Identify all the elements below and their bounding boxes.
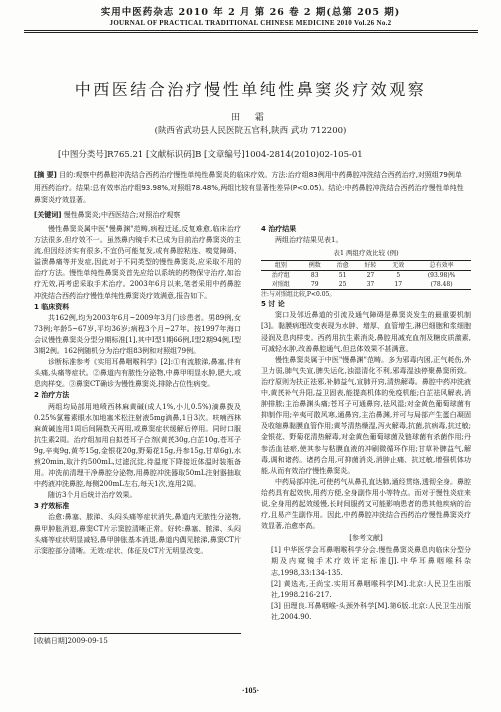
body-paragraph: 诊断标准参考《实用耳鼻咽喉科学》[2]:①有流脓涕,鼻塞,伴有头痛,头痛等症状。②鼻道内有脓性分泌物,中鼻甲明显水肿,肥大,或息肉样变。③鼻窦CT确诊为慢性鼻窦炎,排除占位性病变。 xyxy=(34,358,241,389)
table-row xyxy=(261,271,471,281)
intro-paragraph: 慢性鼻窦炎属中医"慢鼻渊"范畴,病程迁延,反复难愈,临床治疗方法很多,但疗效不一。虽然鼻内镜手术已成为目前治疗鼻窦炎的主流,但因经济实有很多,不宜仍可能复发,或有鼻腔粘连、嗅觉障碍、溢溃鼻痛等并发症,因此对于不同类型的慢性鼻窦炎,应采取不用的治疗方法。慢性单纯性鼻窦炎首先应给以系统的药物保守治疗,如治疗无效,再考虑采取手术治疗。2003年6月以来,笔者采用中药鼻腔冲洗结合西药治疗慢性单纯性鼻窦炎疗效满意,报告如下。 xyxy=(34,225,241,300)
table-cell: 对照组 xyxy=(271,281,290,289)
table-cell: 27 xyxy=(366,272,375,280)
table-cell: 37 xyxy=(366,281,375,289)
received-date: [收稿日期]2009-09-15 xyxy=(34,633,241,646)
body-paragraph: 两组均局部用地喷西林麻黄碱(成人1%,小儿0.5%)滴鼻拨及0.25%氯霉素眼水加地塞米松注射液5mg滴鼻,1日3次。呋喃西林麻黄碱连用1周后间隔数天再用,或鼻窦症状缓解后停用。同时口服抗生素2周。治疗组加用自拟苍耳子合剂(黄芪30g,白芷10g,苍耳子9g,辛夷9g,黄芩15g,金银花20g,野菊花15g,丹参15g,甘草6g),水煎20min,取汁约500mL,过滤沉淀,待温度下降接近体温时装瓶备用。冲洗前清理干净鼻腔分泌物,用鼻腔冲洗器取50mL注射器抽取中药液冲洗鼻腔,每侧200mL左右,每天1次,连用2周。 xyxy=(34,402,241,489)
body-paragraph: 治愈:鼻塞、脓涕、头闷头痛等症状消失,鼻道内无脓性分泌物,鼻甲肿胀消退,鼻窦CT片示窦腔清晰正常。好转:鼻塞、脓涕、头闷头痛等症状明显减轻,鼻甲肿胀基本消退,鼻道内偶见脓涕,鼻窦CT片示窦腔部分清晰。无效:症状、体征及CT片无明显改变。 xyxy=(34,513,241,555)
table-row xyxy=(261,280,471,290)
body-paragraph: 窦口及邻近鼻道的引流及通气障碍是鼻窦炎发生的最重要机制[3]。黏膜病理改变表现为水肿、增厚、血管增生,淋巴细胞和浆细胞浸润及息肉样变。西药用抗生素消炎,鼻腔用减充血剂及糖皮质激素,可减轻水肿,改善鼻腔通气,但总体效果不甚满意。 xyxy=(261,311,471,353)
table-header-cell: 总有效率 xyxy=(429,262,454,270)
table-cell: 5 xyxy=(396,272,401,280)
keywords-text: 慢性鼻窦炎;中西医结合;对照治疗观察 xyxy=(63,211,181,219)
references-title: [参考文献] xyxy=(349,534,383,543)
table-cell: 51 xyxy=(338,272,347,280)
article-title: 中西医结合治疗慢性单纯性鼻窦炎疗效观察 xyxy=(74,80,427,99)
journal-header-cn: 实用中医药杂志 2010 年 2 月 第 26 卷 2 期(总第 205 期) xyxy=(100,7,401,18)
section-heading-3: 3 疗效标准 xyxy=(34,502,70,511)
running-header xyxy=(0,4,501,27)
body-paragraph: 随访3个月后统计治疗效果。 xyxy=(48,491,137,500)
section-heading-1: 1 临床资料 xyxy=(34,302,70,311)
table-header-cell: 例数 xyxy=(308,262,321,270)
results-table xyxy=(261,260,471,290)
keywords xyxy=(34,209,466,221)
section-heading-5: 5 讨 论 xyxy=(261,300,285,309)
header-rule-thin xyxy=(24,32,478,33)
section-heading-4: 4 治疗结果 xyxy=(261,225,297,233)
table-header-cell: 无效 xyxy=(392,262,405,270)
abstract-label: [摘 要] xyxy=(34,171,57,179)
table-header-cell: 组别 xyxy=(274,262,287,270)
classification-line: [中图分类号]R765.21 [文献标识码]B [文章编号]1004-2814(2010)02-105-01 xyxy=(58,150,363,160)
table-cell: 83 xyxy=(310,272,319,280)
table-header-cell: 治愈 xyxy=(336,262,349,270)
table-note: 注:与对照组比较,P<0.05。 xyxy=(261,291,336,299)
references xyxy=(261,533,471,623)
body-paragraph: 共162例,均为2003年6月~2009年3月门诊患者。男89例,女73例;年龄5~67岁,平均36岁;病程3个月~27年。按1997年海口会议慢性鼻窦炎分型分期标准[1],其中Ⅰ型1期66例,Ⅰ型2期94例,Ⅰ型3期2例。162例随机分为治疗组83例和对照组79例。 xyxy=(34,313,241,356)
reference-item: [1] 中华医学会耳鼻咽喉科学分会.慢性鼻窦炎鼻息肉临床分型分期及内窥镜手术疗效评定标准[J].中华耳鼻咽喉科杂志,1998,33:134-135. xyxy=(271,546,471,577)
table-header-row xyxy=(261,261,471,271)
table-cell: 治疗组 xyxy=(271,272,290,280)
affiliation: (陕西省武功县人民医院五官科,陕西 武功 712200) xyxy=(154,126,347,136)
body-paragraph: 两组治疗结果见表1。 xyxy=(275,236,343,245)
body-paragraph: 中药局部冲洗,可使药气从鼻孔直达肺,通经贯络,透彻全身。鼻腔给药具有起效快,用药方便,全身副作用小等特点。而对于慢性炎症来说,全身用药起效缓慢,长时间服药又可能影响患者的患其他疾病的治疗,且易产生副作用。因此,中药鼻腔冲洗结合西药治疗慢性鼻窦炎疗效显著,治愈率高。 xyxy=(261,477,471,531)
header-rule-thick xyxy=(24,30,478,31)
table-cell: 79 xyxy=(310,281,319,289)
journal-header-en: JOURNAL OF PRACTICAL TRADITIONAL CHINESE MEDICINE 2010 Vol.26 No.2 xyxy=(109,19,392,27)
section-heading-2: 2 治疗方法 xyxy=(34,391,70,400)
reference-item: [3] 田理良.耳鼻咽喉-头颈外科学[M].第6版.北京:人民卫生出版社,2004.90. xyxy=(271,601,471,621)
keywords-label: [关键词] xyxy=(34,211,62,219)
table-cell: (78.48) xyxy=(430,281,453,289)
abstract-text: 目的:观察中药鼻腔冲洗结合西药治疗慢性单纯性鼻窦炎的临床疗效。方法:治疗组83例用中药鼻腔冲洗结合西药治疗,对照组79例单用西药治疗。结果:总有效率治疗组93.98%,对照组78.48%,两组比较有显著性差异(P<0.05)。结论:中药鼻腔冲洗结合西药治疗慢性单纯性鼻窦炎疗效显著。 xyxy=(34,171,464,204)
reference-item: [2] 黄选兆,王尚宝.实用耳鼻咽喉科学[M].北京:人民卫生出版社,1998.216-217. xyxy=(271,579,471,599)
abstract xyxy=(34,169,466,207)
page-number: ·105· xyxy=(241,686,260,695)
left-column xyxy=(34,224,241,557)
table-title: 表1 两组疗效比较 (例) xyxy=(333,249,399,258)
table-header-cell: 好转 xyxy=(364,262,377,270)
body-paragraph: 慢性鼻窦炎属于中医"慢鼻渊"范畴。多为邪毒内困,正气耗伤,外卫力弱,肺气失宣,脾失运化,浊湿清化不利,邪毒湿浊停聚鼻窦所致。治疗原则为扶正祛邪,补肺益气,宣肺开窍,清热解毒。鼻腔中药冲洗液中,黄芪补气升阳,益卫固表,能提高机体的免疫机能;白芷祛风解表,消肿排脓;主治鼻渊头痛;苍耳子可通鼻窍,祛风湿;对金黄色葡萄球菌有抑制作用;辛夷可散风寒,通鼻窍,主治鼻渊,并可与局部产生蛋白凝固及收缩鼻黏膜血管作用;黄芩清热燥湿,泻火解毒,抗菌,抗病毒,抗过敏;金银花、野菊花清热解毒,对金黄色葡萄球菌及链球菌有杀菌作用;丹参活血祛瘀,使其参与粘膜血液的冲刷微循环作用;甘草补脾益气,解毒,调和诸药。诸药合用,可抑菌消炎,消肿止痛、抗过敏,增强机体功能,从而有效治疗慢性鼻窦炎。 xyxy=(261,355,471,475)
author: 田 霜 xyxy=(231,113,270,123)
table-cell: 17 xyxy=(394,281,403,289)
right-column xyxy=(261,224,471,623)
table-cell: 25 xyxy=(338,281,347,289)
table-cell: (93.98)% xyxy=(427,272,456,280)
